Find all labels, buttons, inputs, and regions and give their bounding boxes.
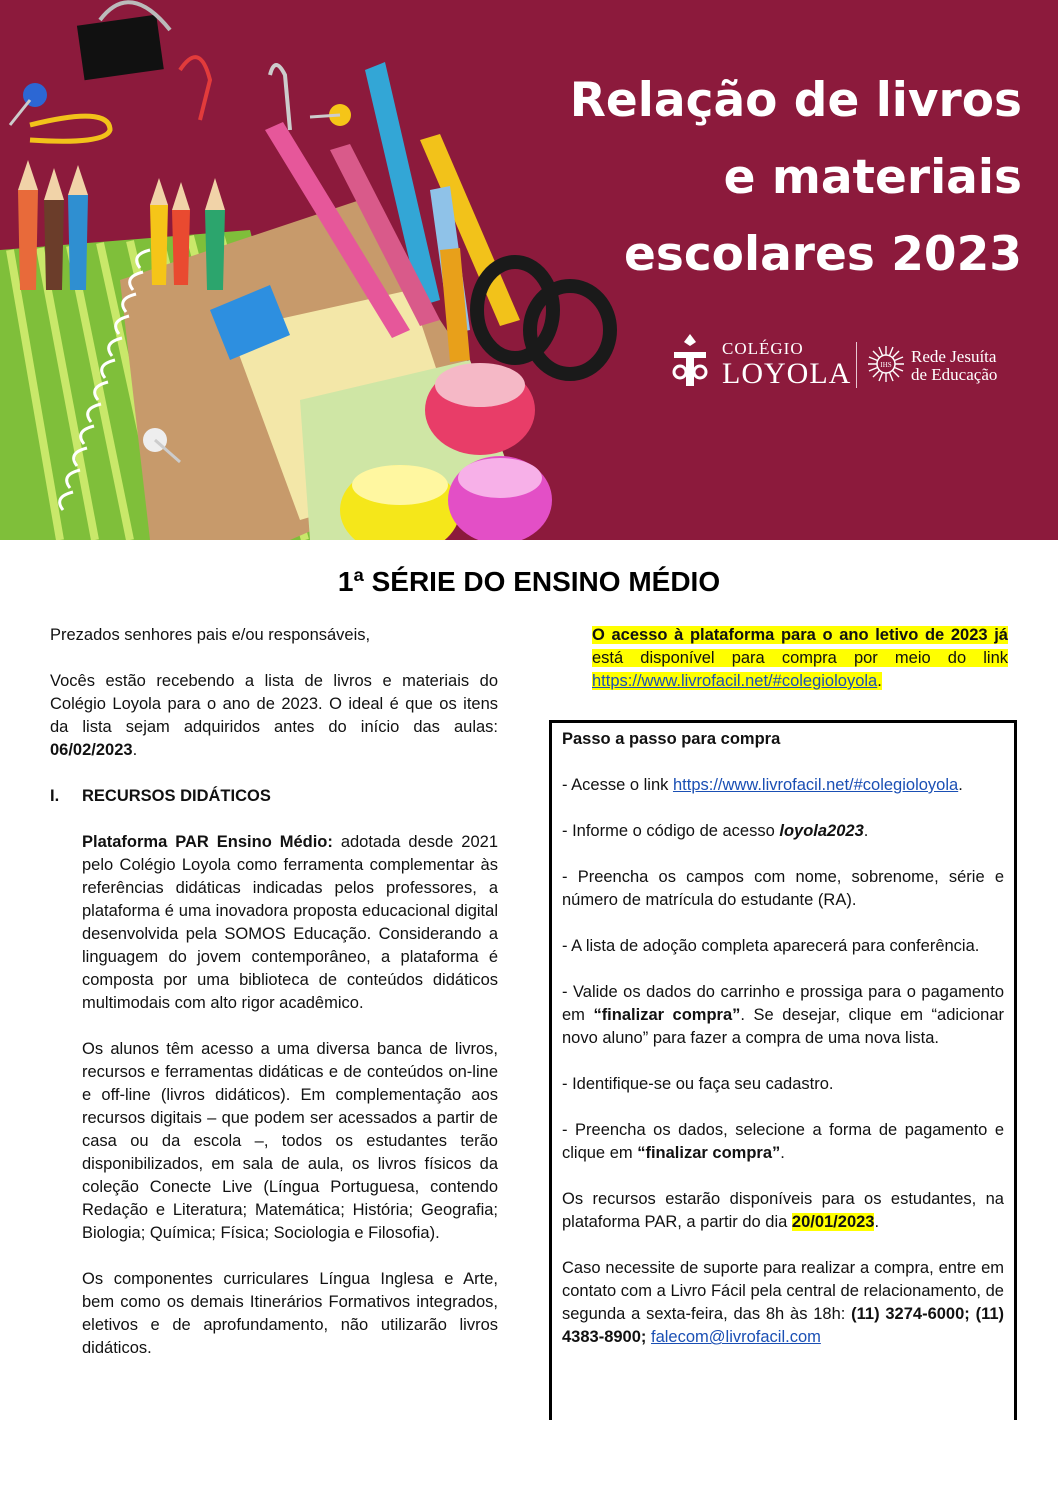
- notice-link[interactable]: https://www.livrofacil.net/#colegioloyola: [592, 672, 878, 690]
- logo-divider: [856, 342, 857, 388]
- paperclip-yellow: [30, 116, 110, 141]
- step-end: .: [863, 822, 869, 840]
- platform-name: Plataforma PAR Ensino Médio:: [82, 833, 333, 851]
- step-item: - Identifique-se ou faça seu cadastro.: [562, 1075, 834, 1093]
- jesuit-seal-icon: [867, 345, 905, 383]
- purchase-steps-box: [549, 720, 1017, 1420]
- step-end: .: [780, 1144, 785, 1162]
- push-pin-yellow: [310, 104, 351, 126]
- finalize-label: “finalizar compra”: [637, 1144, 781, 1162]
- seal-text: IHS: [880, 361, 892, 369]
- school-name-bottom: LOYOLA: [722, 357, 852, 390]
- school-name: [722, 340, 851, 389]
- access-notice: [592, 624, 1008, 693]
- section-number: I.: [50, 787, 60, 805]
- classes-start-date: 06/02/2023: [50, 741, 133, 759]
- paperclip-silver: [270, 65, 290, 130]
- step-text: - Informe o código de acesso: [562, 822, 780, 840]
- notice-end: .: [877, 672, 882, 690]
- network-name: [911, 348, 997, 384]
- notice-highlight: [592, 626, 1008, 690]
- left-column: [50, 624, 498, 1383]
- steps-title: [562, 728, 1004, 751]
- banner-title-line: e materiais: [723, 150, 1022, 205]
- step-end: .: [874, 1213, 880, 1231]
- components-paragraph: Os componentes curriculares Língua Inglesa e Arte, bem como os demais Itinerários Formativos integrados, eletivos e de aprofundamento, não utilizarão livros didáticos.: [82, 1270, 498, 1357]
- availability-note: [562, 1188, 1004, 1234]
- loyola-emblem-icon: [668, 332, 712, 388]
- greeting: Prezados senhores pais e/ou responsáveis,: [50, 626, 371, 644]
- intro-end: .: [132, 741, 138, 759]
- finalize-label: “finalizar compra”: [593, 1006, 741, 1024]
- banner-title-line: escolares 2023: [623, 227, 1022, 282]
- school-name-top: COLÉGIO: [722, 339, 804, 358]
- step-text: - Preencha os dados, selecione a forma de pagamento e clique em: [562, 1121, 1004, 1162]
- intro-text: Vocês estão recebendo a lista de livros e materiais do Colégio Loyola para o ano de 2023. O ideal é que os itens da lista sejam adquiridos antes do início das aulas:: [50, 672, 498, 736]
- step-text: Os recursos estarão disponíveis para os estudantes, na plataforma PAR, a partir do dia: [562, 1190, 1004, 1231]
- step-item: [562, 820, 1004, 843]
- platform-description: adotada desde 2021 pelo Colégio Loyola como ferramenta complementar às referências didáticas indicadas pelos professores, a plataforma é uma inovadora proposta educacional digital desenvolvida pela SOMOS Educação. Considerando a linguagem do jovem contemporâneo, a plataforma é composta por uma biblioteca de conteúdos didáticos multimodais com alto rigor acadêmico.: [82, 833, 498, 1012]
- intro-paragraph: [50, 670, 498, 762]
- section-heading: [50, 785, 498, 808]
- platform-paragraph: [82, 831, 498, 1015]
- resources-paragraph: Os alunos têm acesso a uma diversa banca de livros, recursos e ferramentas didáticas e de conteúdos on-line e off-line (livros didáticos). Em complementação aos recursos digitais – que podem ser acessados a partir de casa ou da escola –, todos os estudantes terão disponibilizados, em sala de aula, os livros físicos da coleção Conecte Live (Língua Portuguesa, contendo Redação e Literatura; Matemática; História; Geografia; Biologia; Química; Física; Sociologia e Filosofia).: [82, 1040, 498, 1242]
- notice-text: está disponível para compra por meio do link: [592, 649, 1008, 667]
- step-end: .: [958, 776, 963, 794]
- step-item: [562, 1119, 1004, 1165]
- step-item: - Preencha os campos com nome, sobrenome, série e número de matrícula do estudante (RA).: [562, 868, 1004, 909]
- support-email-link[interactable]: falecom@livrofacil.com: [651, 1328, 821, 1346]
- availability-date: 20/01/2023: [791, 1213, 875, 1231]
- step-item: [562, 981, 1004, 1050]
- banner-title: [462, 62, 1022, 293]
- page-title: 1ª SÉRIE DO ENSINO MÉDIO: [337, 566, 721, 597]
- header-banner: [0, 0, 1058, 540]
- step-text: - Acesse o link: [562, 776, 673, 794]
- step-text: . Se desejar, clique em “adicionar novo aluno” para fazer a compra de uma nova lista.: [562, 1006, 1004, 1047]
- school-logo: [668, 330, 1028, 390]
- step-text: - Valide os dados do carrinho e prossiga para o pagamento em: [562, 983, 1004, 1024]
- step-item: [562, 774, 1004, 797]
- push-pin-blue: [10, 83, 47, 125]
- binder-clip: [77, 2, 170, 80]
- support-phones: (11) 3274-6000; (11) 4383-8900;: [562, 1305, 1005, 1346]
- steps-title-text: Passo a passo para compra: [562, 730, 781, 748]
- step-text: Caso necessite de suporte para realizar a compra, entre em contato com a Livro Fácil pela central de relacionamento, de segunda a sexta-feira, das 8h às 18h:: [562, 1259, 1004, 1323]
- paperclip-red: [180, 57, 210, 120]
- banner-title-line: Relação de livros: [569, 73, 1022, 128]
- support-note: [562, 1257, 1004, 1349]
- network-name-line: Rede Jesuíta: [911, 347, 997, 366]
- step-item: - A lista de adoção completa aparecerá para conferência.: [562, 937, 980, 955]
- step-link[interactable]: https://www.livrofacil.net/#colegioloyola: [672, 776, 959, 794]
- access-code: loyola2023: [779, 822, 864, 840]
- section-title: RECURSOS DIDÁTICOS: [82, 787, 271, 805]
- network-name-line: de Educação: [911, 365, 998, 384]
- notice-bold: O acesso à plataforma para o ano letivo de 2023 já: [592, 626, 1008, 644]
